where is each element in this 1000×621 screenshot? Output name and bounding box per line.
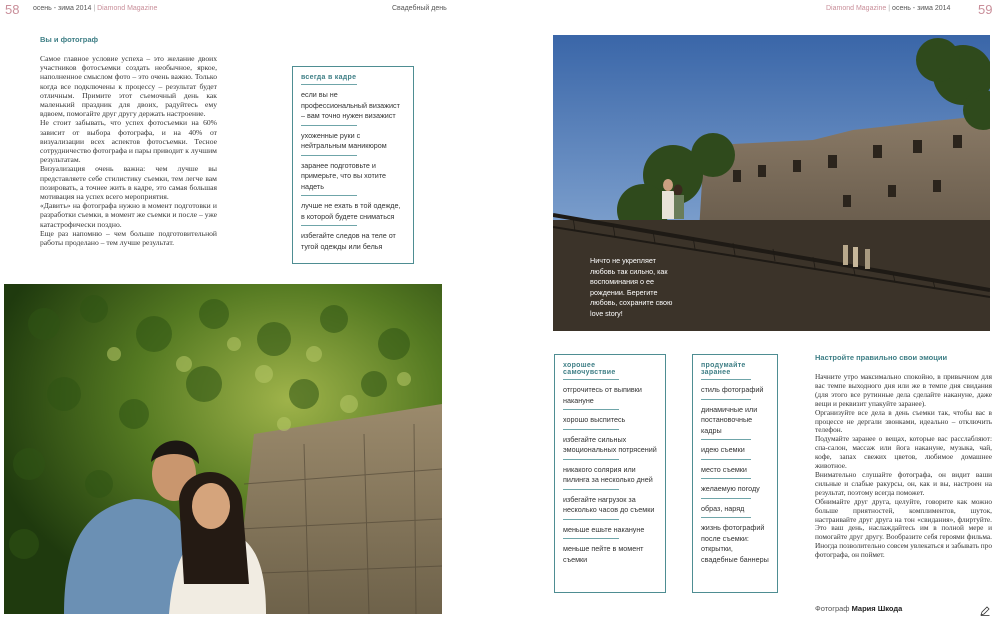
sidebar-always-in-frame <box>292 66 414 264</box>
sidebar-always-title: всегда в кадре <box>301 74 357 81</box>
sidebar-divider <box>563 489 619 490</box>
sidebar-divider <box>563 409 619 410</box>
right-paragraph: Организуйте все дела в день съемки так, чтобы вас в процессе не дергали звонками, идеально – отключить телефон. <box>815 407 992 435</box>
sidebar-divider <box>563 459 619 460</box>
couple-ivy-illustration <box>4 284 442 614</box>
photo-caption: Ничто не укрепляет любовь так сильно, как воспоминания о ее рождении. Берегите любовь, сохраните свою love story! <box>590 256 673 318</box>
right-running-header: Diamond Magazine | осень - зима 2014 <box>826 5 951 12</box>
right-season: осень - зима 2014 <box>892 5 951 12</box>
left-season: осень - зима 2014 <box>33 5 92 12</box>
left-paragraph: Самое главное условие успеха – это желание двоих участников фотосъемки создать необычное, яркое, наполненное смыслом фото – это очень важно. Только когда все подключены к процессу – результат будет отличным. Примите этот съемочный день как маленький праздник для двоих, радуйтесь ему вдвоем, помогайте друг другу держать настроение. <box>40 54 217 119</box>
sidebar-divider <box>301 195 357 196</box>
left-page-number: 58 <box>5 2 20 17</box>
right-article <box>815 353 992 560</box>
sidebar-divider <box>701 379 751 380</box>
right-paragraph: Подумайте заранее о вещах, которые вас расслабляют: спа-салон, массаж или йога накануне, музыка, чай, кофе, запах свежих цветов, любимое домашнее животное. <box>815 434 992 471</box>
sidebar-always-item: лучше не ехать в той одежде, в которой будете сниматься <box>301 201 401 221</box>
sidebar-divider <box>563 429 619 430</box>
sidebar-divider <box>301 84 357 85</box>
sidebar-wellbeing-item: хорошо выспитесь <box>563 415 626 424</box>
sidebar-think-item: идею съемки <box>701 445 745 454</box>
left-paragraph: Не стоит забывать, что успех фотосъемки на 60% зависит от выбора фотографа, и на 40% от визуализации всех аспектов фотосъемки. Тесное сотрудничество фотографа и пары приводит к лучшим результатам. <box>40 118 217 165</box>
sidebar-always-item: заранее подготовьте и примерьте, что вы хотите надеть <box>301 160 387 191</box>
sidebar-wellbeing-item: отгрочитесь от выпивки накануне <box>563 385 642 405</box>
sidebar-wellbeing-item: меньше ешьте накануне <box>563 524 645 534</box>
right-paragraph: Внимательно слушайте фотографа, он видит ваши сильные и слабые ракурсы, он, как и вы, настроен на результат, поэтому всегда поможет. <box>815 469 992 497</box>
photo-credit <box>815 604 902 613</box>
bridge-castle-photo <box>553 35 990 331</box>
sidebar-divider <box>563 519 619 520</box>
sidebar-divider <box>701 478 751 479</box>
sidebar-think-item: жизнь фотографий после съемки: открытки, свадебные баннеры <box>701 523 769 564</box>
right-paragraph: Обнимайте друг друга, целуйте, говорите как можно больше приятностей, комплиментов, шуток, настраивайте друг друга на тон «свидания», флиртуйте. Это ваш день, наслаждайтесь им в полной мере и помогайте друг другу. Вообразите себя героями фильма. Иногда позволительно совсем увлекаться и забывать про фотографа, он поймет. <box>815 496 992 560</box>
sidebar-divider <box>301 125 357 126</box>
left-paragraph: «Давить» на фотографа нужно в момент подготовки и разработки съемки, в момент же съемки и после – уже катастрофически поздно. <box>40 201 217 229</box>
sidebar-think-item: образ, наряд <box>701 503 745 513</box>
sidebar-wellbeing-item: избегайте сильных эмоциональных потрясений <box>563 434 657 454</box>
sidebar-divider <box>301 225 357 226</box>
sidebar-divider <box>301 155 357 156</box>
right-page-number: 59 <box>978 2 993 17</box>
right-brand: Diamond Magazine <box>826 5 887 12</box>
sidebar-always-item: если вы не профессиональный визажист – вам точно нужен визажист <box>301 90 400 120</box>
sidebar-divider <box>563 379 619 380</box>
sidebar-divider <box>563 538 619 539</box>
sidebar-think-ahead <box>692 354 778 593</box>
sidebar-wellbeing-item: меньше пейте в момент съемки <box>563 544 644 564</box>
sidebar-divider <box>701 459 751 460</box>
couple-ivy-photo <box>4 284 442 614</box>
sidebar-divider <box>701 439 751 440</box>
left-paragraph: Визуализация очень важна: чем лучше вы представляете себе стилистику съемки, тем легче вам позировать, а точнее жить в кадре, это самая большая мотивация на успех всего мероприятия. <box>40 164 217 202</box>
sidebar-always-item: избегайте следов на теле от тугой одежды или белья <box>301 231 396 251</box>
section-title: Свадебный день <box>392 5 447 12</box>
credit-label: Фотограф <box>815 604 850 613</box>
left-paragraph: Еще раз напомню – чем больше подготовительной работы проделано – тем лучше результат. <box>40 228 217 248</box>
sidebar-think-item: стиль фотографий <box>701 385 764 394</box>
left-article <box>40 35 217 247</box>
sidebar-always-item: ухоженные руки с нейтральным маникюром <box>301 130 387 150</box>
credit-name: Мария Шкода <box>851 604 903 613</box>
right-paragraph: Начните утро максимально спокойно, в привычном для вас темпе выходного дня или же в темпе дня свидания (для этого все рутинные дела сделайте накануне, даже вещи и реквизит упакуйте заранее). <box>815 372 992 408</box>
right-article-heading: Настройте правильно свои эмоции <box>815 353 948 362</box>
sidebar-think-item: динамичные или постановочные кадры <box>701 404 758 435</box>
sidebar-think-title: продумайте заранее <box>701 362 746 376</box>
sidebar-divider <box>701 517 751 518</box>
left-article-heading: Вы и фотограф <box>40 35 99 44</box>
sidebar-wellbeing-item: избегайте нагрузок за несколько часов до съемки <box>563 494 655 514</box>
sidebar-divider <box>701 498 751 499</box>
sidebar-think-item: желаемую погоду <box>701 484 760 493</box>
left-running-header: осень - зима 2014 | Diamond Magazine <box>33 5 158 12</box>
pencil-icon <box>980 603 990 613</box>
sidebar-wellbeing <box>554 354 666 593</box>
sidebar-wellbeing-item: никакого солярия или пилинга за несколько дней <box>563 464 653 484</box>
left-brand: Diamond Magazine <box>97 5 158 12</box>
sidebar-think-item: место съемки <box>701 464 747 474</box>
sidebar-wellbeing-title: хорошее самочувствие <box>563 362 616 376</box>
sidebar-divider <box>701 399 751 400</box>
